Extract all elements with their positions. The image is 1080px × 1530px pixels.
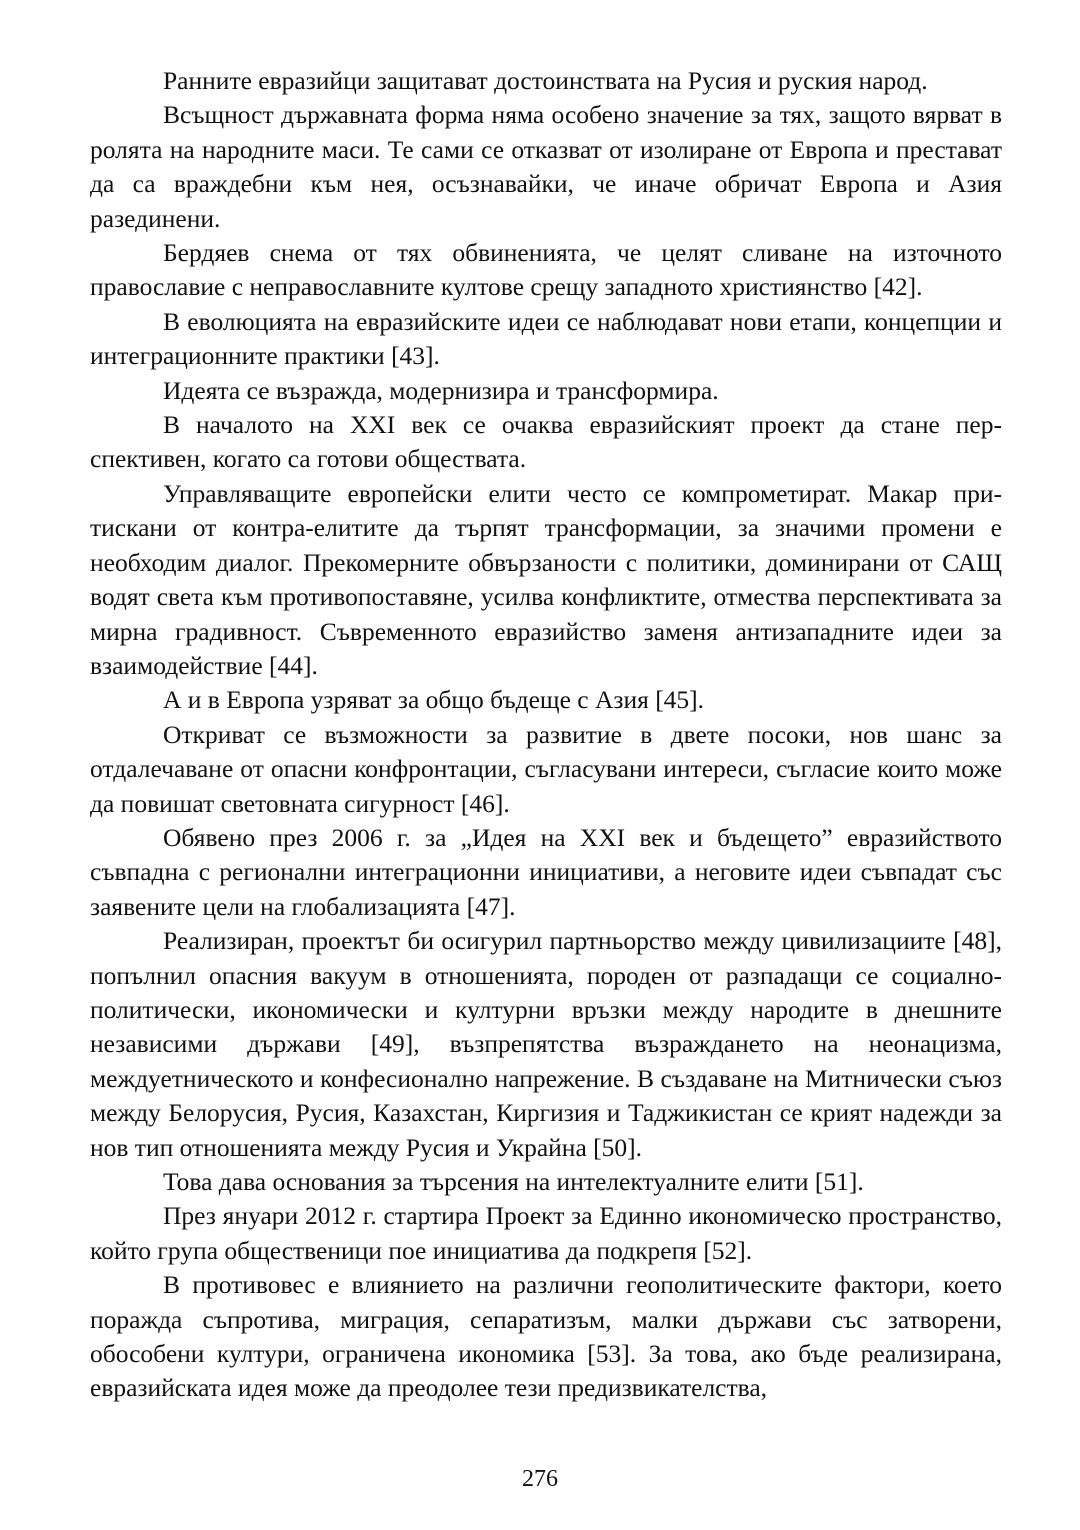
paragraph: Реализиран, проектът би осигурил партньорство между цивилизациите [48], попълнил опасния вакуум в отношенията, породен от разпадащи се социално-политически, икономически и културни връзки между народите в днешните независими държави [49], възпрепятства възраждането на неонацизма, междуетническото и конфесионално напрежение. В създаване на Митнически съюз между Белорусия, Русия, Казахстан, Киргизия и Таджикистан се крият надежди за нов тип отношенията между Русия и Украйна [50]. <box>90 926 1002 1162</box>
paragraph: В началото на XXI век се очаква евразийският проект да стане перспективен, когато са готови обществата. <box>90 410 1002 474</box>
paragraph: През януари 2012 г. стартира Проект за Единно икономическо пространство, който група общественици пое инициатива да подкрепя [52]. <box>90 1201 1002 1265</box>
paragraph: Бердяев снема от тях обвиненията, че целят сливане на източното православие с неправославните култове срещу западното християнство [42]. <box>90 238 1002 302</box>
paragraph: А и в Европа узряват за общо бъдеще с Азия [45]. <box>163 685 705 715</box>
paragraph: В еволюцията на евразийските идеи се наблюдават нови етапи, концепции и интеграционните практики [43]. <box>90 306 1002 371</box>
paragraph: Обявено през 2006 г. за „Идея на XXI век и бъдещето” евразийството съвпадна с регионални интеграционни инициативи, а неговите идеи съвпадат със заявените цели на глобализацията [47]. <box>90 822 1002 921</box>
paragraph: Това дава основания за търсения на интелектуалните елити [51]. <box>163 1167 864 1196</box>
paragraph: Идеята се възражда, модернизира и трансформира. <box>163 375 719 405</box>
paragraph: Всъщност държавната форма няма особено значение за тях, защото вярват в ролята на народните маси. Те сами се отказват от изолиране от Европа и престават да са враждебни към нея, осъзнавайки, че иначе обричат Европа и Азия разединени. <box>90 100 1002 233</box>
page-body <box>90 64 1002 1406</box>
paragraph: Управляващите европейски елити често се компрометират. Макар притискани от контра-елитите да търпят трансформации, за значими промени е необходим диалог. Прекомерните обвързаности с политики, доминирани от САЩ водят света към противопоставяне, усилва конфликтите, отмества перспективата за мирна градивност. Съвременното евразийство заменя антизападните идеи за взаимодействие [44]. <box>90 478 1002 680</box>
paragraph: Откриват се възможности за развитие в двете посоки, нов шанс за отдалечаване от опасни конфронтации, съгласувани интереси, съгласие които може да повишат световната сигурност [46]. <box>90 719 1002 818</box>
paragraph: В противовес е влиянието на различни геополитическите фактори, което поражда съпротива, миграция, сепаратизъм, малки държави със затворени, обособени култури, ограничена икономика [53]. За това, ако бъде реализирана, евразийската идея може да преодолее тези предизвикателства, <box>90 1270 1002 1403</box>
page-number: 276 <box>522 1466 558 1492</box>
paragraph: Ранните евразийци защитават достоинствата на Русия и руския народ. <box>163 66 928 95</box>
